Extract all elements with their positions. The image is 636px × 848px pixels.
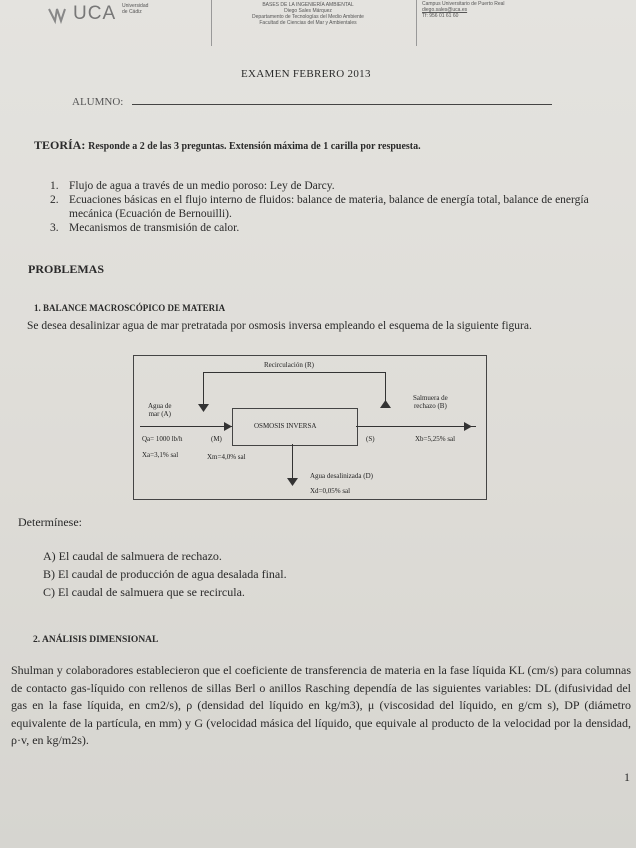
campus-info	[422, 1, 505, 19]
theory-label: TEORÍA:	[34, 138, 86, 152]
university-line: Universidad	[122, 3, 149, 9]
mix-salinity: Xm=4,0% sal	[207, 453, 246, 461]
arrow-right-icon	[464, 422, 472, 431]
label-line: rechazo (B)	[413, 402, 447, 410]
list-item: C) El caudal de salmuera que se recircula.	[43, 585, 245, 599]
feed-salinity: Xa=3,1% sal	[142, 451, 179, 459]
product-line	[292, 444, 293, 482]
item-number: 1.	[50, 180, 59, 192]
problem-2-text: Shulman y colaboradores establecieron que el coeficiente de transferencia de materia en la fase líquida KL (cm/s) para columnas de contacto gas-líquido con rellenos de sillas Berl o anillos Rasching dependía de las siguientes variables: DL (difusividad del gas en la fase líquida, en cm2/s), ρ (densidad del líquido en kg/m3), μ (viscosidad del líquido, en g/cm s), DP (diámetro equivalente de la partícula, en mm) y G (velocidad másica del líquido, que equivale al producto de la velocidad por la densidad, ρ·v, en kg/m2s).	[11, 663, 631, 747]
student-name-line	[132, 104, 552, 105]
label-line: Agua de	[148, 402, 172, 410]
determine-label: Determínese:	[18, 515, 82, 529]
course-line: BASES DE LA INGENIERÍA AMBIENTAL	[262, 2, 354, 8]
course-line: Diego Sales Márquez	[284, 8, 332, 14]
label-line: mar (A)	[148, 410, 171, 418]
theory-instruction: Responde a 2 de las 3 preguntas. Extensión máxima de 1 carilla por respuesta.	[88, 141, 421, 152]
campus-line: Campus Universitario de Puerto Real	[422, 1, 505, 7]
item-number: 3.	[50, 222, 59, 234]
arrow-up-icon	[380, 400, 391, 408]
header-divider	[211, 0, 212, 46]
university-name	[122, 3, 148, 15]
student-label: ALUMNO:	[72, 96, 124, 108]
brine-salinity: Xb=5,25% sal	[415, 435, 456, 443]
problems-heading: PROBLEMAS	[28, 262, 105, 276]
course-line: Facultad de Ciencias del Mar y Ambientales	[259, 20, 357, 26]
list-item	[50, 193, 610, 221]
list-item	[50, 179, 610, 193]
contact-phone: Tf: 956 01 61 60	[422, 13, 459, 19]
problem-1-statement: Se desea desalinizar agua de mar pretratada por osmosis inversa empleando el esquema de la siguiente figura.	[27, 320, 532, 332]
page-number: 1	[624, 770, 630, 784]
brine-line	[356, 426, 476, 427]
course-info	[218, 2, 398, 26]
brine-label	[413, 394, 448, 410]
arrow-right-icon	[224, 422, 232, 431]
list-item	[50, 221, 610, 235]
header-divider	[416, 0, 417, 46]
problem-1-items	[43, 547, 287, 601]
item-number: 2.	[50, 194, 59, 206]
item-text: Mecanismos de transmisión de calor.	[69, 222, 240, 234]
recirculation-line	[203, 372, 386, 373]
list-item: A) El caudal de salmuera de rechazo.	[43, 549, 222, 563]
contact-email: diego.sales@uca.es	[422, 7, 468, 13]
product-label: Agua desalinizada (D)	[310, 472, 373, 480]
theory-questions	[50, 179, 610, 235]
uca-logo	[47, 3, 117, 25]
feed-line	[140, 426, 232, 427]
exam-title: EXAMEN FEBRERO 2013	[241, 68, 371, 80]
course-line: Departamento de Tecnologías del Medio Ambiente	[252, 14, 364, 20]
recirculation-label: Recirculación (R)	[264, 361, 314, 369]
problem-2-title: 2. ANÁLISIS DIMENSIONAL	[33, 635, 159, 645]
arrow-down-icon	[287, 478, 298, 486]
item-text: Ecuaciones básicas en el flujo interno de fluidos: balance de materia, balance de energía total, balance de energía mecánica (Ecuación de Bernouilli).	[69, 194, 589, 220]
osmosis-label: OSMOSIS INVERSA	[254, 422, 317, 430]
item-text: Flujo de agua a través de un medio poroso: Ley de Darcy.	[69, 180, 335, 192]
label-line: Salmuera de	[413, 394, 448, 402]
mix-point-label: (M)	[211, 435, 222, 443]
recirculation-line	[203, 372, 204, 408]
split-point-label: (S)	[366, 435, 375, 443]
problem-1-title: 1. BALANCE MACROSCÓPICO DE MATERIA	[34, 303, 226, 313]
arrow-down-icon	[198, 404, 209, 412]
seawater-label	[148, 402, 172, 418]
logo-text: UCA	[73, 3, 117, 24]
list-item: B) El caudal de producción de agua desalada final.	[43, 567, 287, 581]
theory-header	[34, 138, 421, 153]
product-salinity: Xd=0,05% sal	[310, 487, 351, 495]
feed-flow-label: Qa= 1000 lb/h	[142, 435, 183, 443]
university-line: de Cádiz	[122, 9, 142, 15]
